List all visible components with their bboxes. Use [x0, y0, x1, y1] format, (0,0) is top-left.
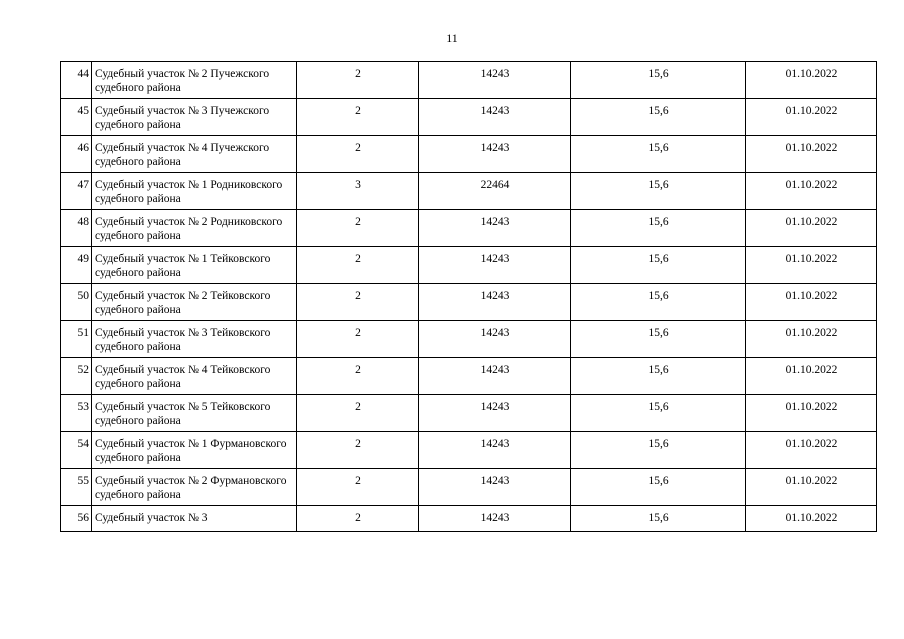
court-sections-table	[60, 61, 877, 532]
court-section-name: Судебный участок № 1 Тейковского судебного района	[92, 247, 297, 284]
effective-date: 01.10.2022	[746, 358, 877, 395]
staff-count: 2	[297, 506, 419, 532]
amount: 14243	[419, 284, 571, 321]
rate: 15,6	[571, 321, 746, 358]
amount: 14243	[419, 506, 571, 532]
effective-date: 01.10.2022	[746, 432, 877, 469]
staff-count: 2	[297, 99, 419, 136]
rate: 15,6	[571, 284, 746, 321]
court-section-name: Судебный участок № 1 Фурмановского судебного района	[92, 432, 297, 469]
staff-count: 2	[297, 247, 419, 284]
page-number: 11	[446, 31, 458, 45]
staff-count: 2	[297, 136, 419, 173]
row-number: 50	[61, 284, 92, 321]
court-section-name: Судебный участок № 4 Тейковского судебного района	[92, 358, 297, 395]
table-row	[61, 173, 877, 210]
row-number: 51	[61, 321, 92, 358]
effective-date: 01.10.2022	[746, 395, 877, 432]
amount: 14243	[419, 432, 571, 469]
table-row	[61, 210, 877, 247]
row-number: 55	[61, 469, 92, 506]
amount: 14243	[419, 358, 571, 395]
staff-count: 2	[297, 321, 419, 358]
row-number: 56	[61, 506, 92, 532]
staff-count: 2	[297, 358, 419, 395]
row-number: 47	[61, 173, 92, 210]
table-row	[61, 395, 877, 432]
staff-count: 2	[297, 210, 419, 247]
court-section-name: Судебный участок № 2 Родниковского судебного района	[92, 210, 297, 247]
effective-date: 01.10.2022	[746, 284, 877, 321]
staff-count: 3	[297, 173, 419, 210]
table-row	[61, 469, 877, 506]
court-section-name: Судебный участок № 3 Тейковского судебного района	[92, 321, 297, 358]
rate: 15,6	[571, 469, 746, 506]
table-row	[61, 358, 877, 395]
amount: 14243	[419, 210, 571, 247]
court-section-name: Судебный участок № 2 Тейковского судебного района	[92, 284, 297, 321]
effective-date: 01.10.2022	[746, 62, 877, 99]
court-section-name: Судебный участок № 3 Пучежского судебного района	[92, 99, 297, 136]
rate: 15,6	[571, 173, 746, 210]
table-row	[61, 284, 877, 321]
court-section-name: Судебный участок № 1 Родниковского судебного района	[92, 173, 297, 210]
effective-date: 01.10.2022	[746, 136, 877, 173]
rate: 15,6	[571, 99, 746, 136]
staff-count: 2	[297, 432, 419, 469]
amount: 14243	[419, 321, 571, 358]
table-row	[61, 99, 877, 136]
table-row	[61, 247, 877, 284]
amount: 14243	[419, 395, 571, 432]
row-number: 49	[61, 247, 92, 284]
row-number: 52	[61, 358, 92, 395]
staff-count: 2	[297, 469, 419, 506]
rate: 15,6	[571, 358, 746, 395]
table-row	[61, 432, 877, 469]
rate: 15,6	[571, 506, 746, 532]
court-section-name: Судебный участок № 4 Пучежского судебного района	[92, 136, 297, 173]
effective-date: 01.10.2022	[746, 469, 877, 506]
amount: 14243	[419, 469, 571, 506]
court-section-name: Судебный участок № 2 Пучежского судебного района	[92, 62, 297, 99]
rate: 15,6	[571, 432, 746, 469]
rate: 15,6	[571, 247, 746, 284]
court-section-name: Судебный участок № 5 Тейковского судебного района	[92, 395, 297, 432]
amount: 22464	[419, 173, 571, 210]
row-number: 54	[61, 432, 92, 469]
row-number: 48	[61, 210, 92, 247]
rate: 15,6	[571, 210, 746, 247]
staff-count: 2	[297, 395, 419, 432]
staff-count: 2	[297, 62, 419, 99]
row-number: 53	[61, 395, 92, 432]
staff-count: 2	[297, 284, 419, 321]
row-number: 46	[61, 136, 92, 173]
court-section-name: Судебный участок № 2 Фурмановского судебного района	[92, 469, 297, 506]
table-row	[61, 321, 877, 358]
row-number: 45	[61, 99, 92, 136]
amount: 14243	[419, 247, 571, 284]
rate: 15,6	[571, 395, 746, 432]
effective-date: 01.10.2022	[746, 321, 877, 358]
effective-date: 01.10.2022	[746, 506, 877, 532]
amount: 14243	[419, 62, 571, 99]
effective-date: 01.10.2022	[746, 247, 877, 284]
rate: 15,6	[571, 136, 746, 173]
table-row	[61, 136, 877, 173]
amount: 14243	[419, 99, 571, 136]
table-row	[61, 506, 877, 532]
amount: 14243	[419, 136, 571, 173]
row-number: 44	[61, 62, 92, 99]
table-row	[61, 62, 877, 99]
rate: 15,6	[571, 62, 746, 99]
effective-date: 01.10.2022	[746, 99, 877, 136]
court-section-name: Судебный участок № 3	[92, 506, 297, 532]
effective-date: 01.10.2022	[746, 210, 877, 247]
effective-date: 01.10.2022	[746, 173, 877, 210]
